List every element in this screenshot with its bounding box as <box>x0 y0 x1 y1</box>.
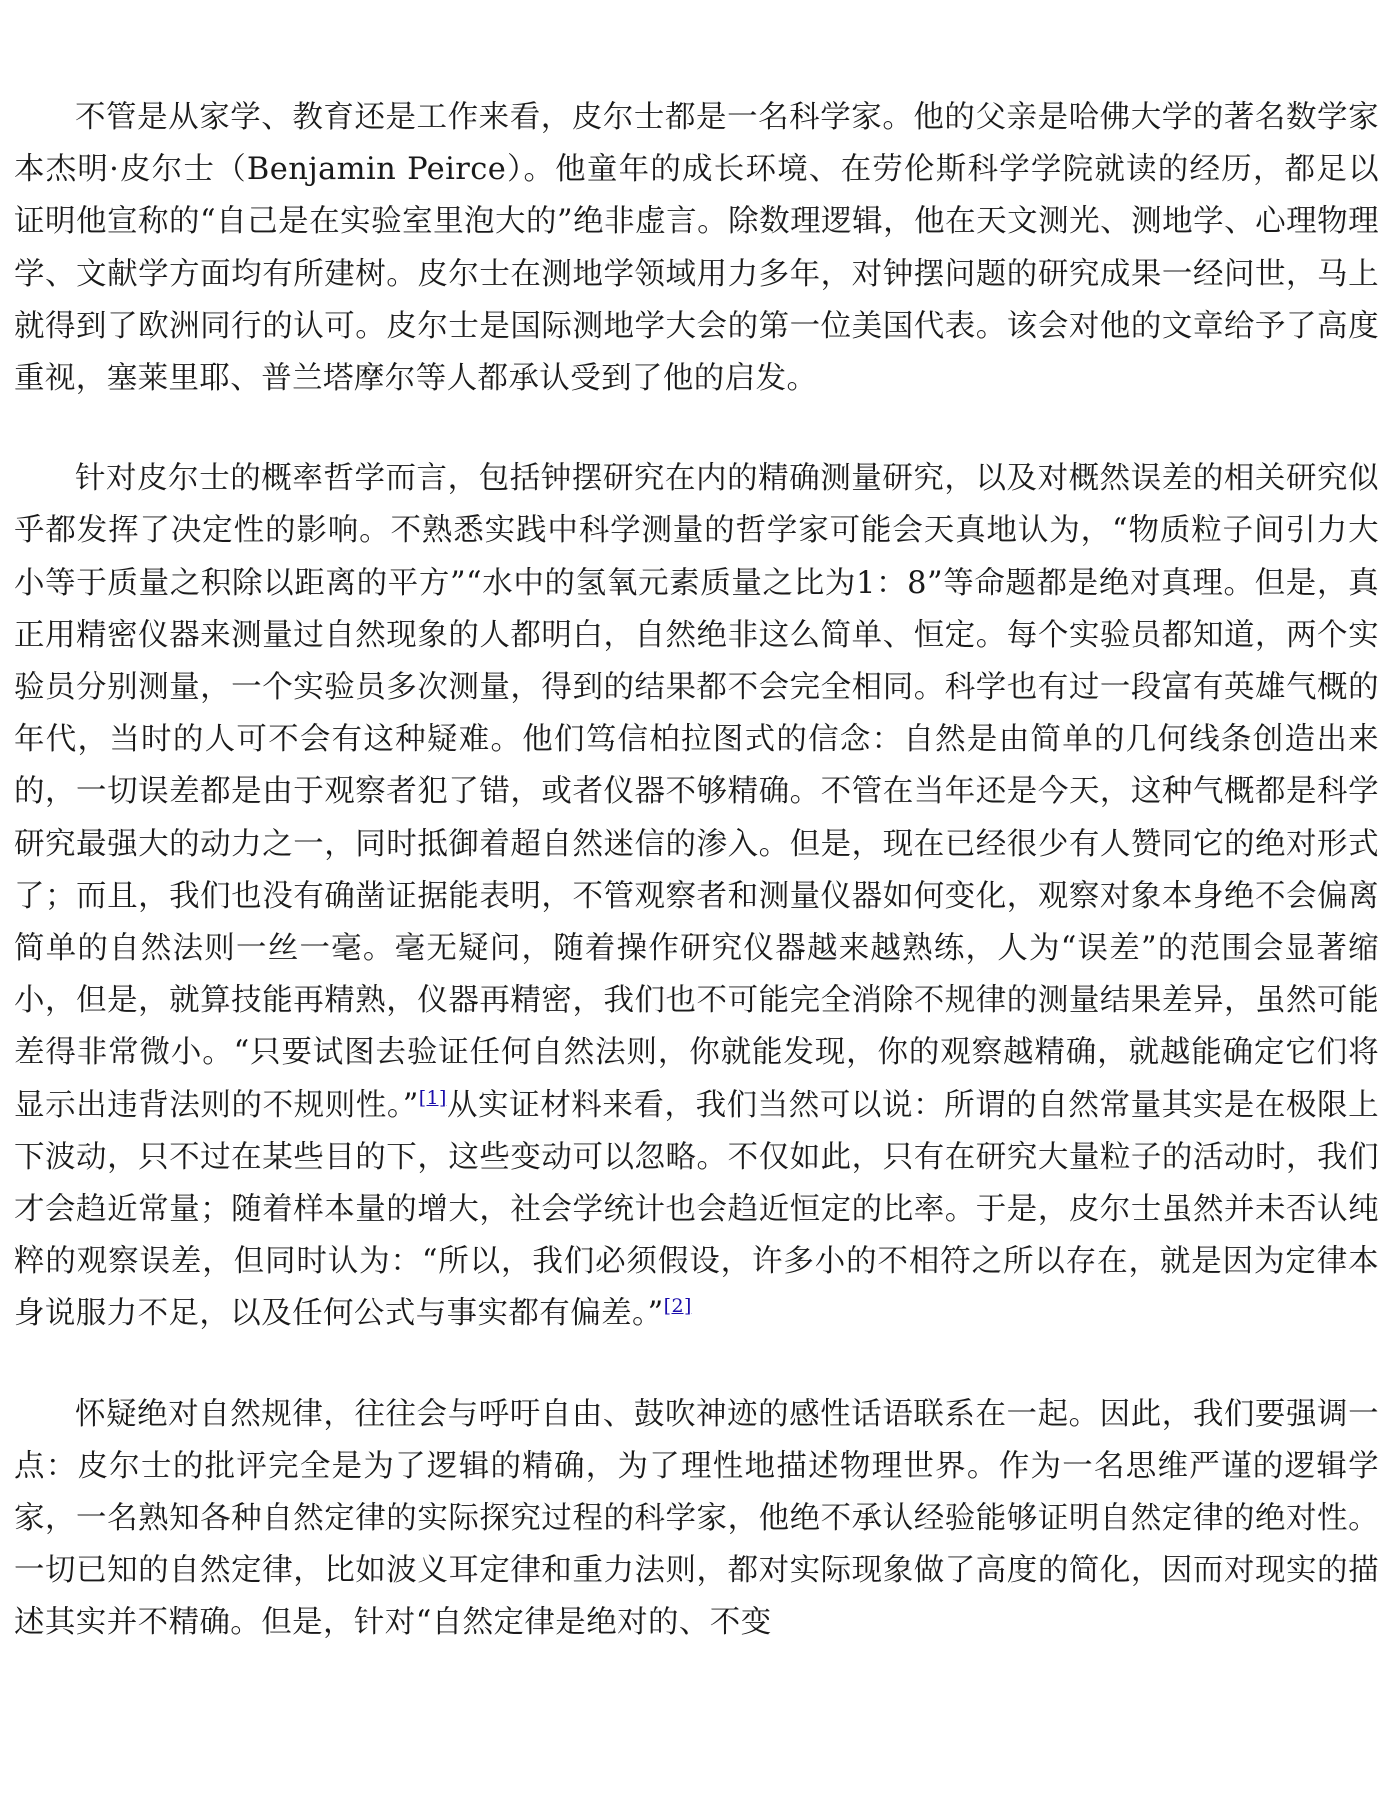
footnote-link-1[interactable]: [1] <box>418 1086 447 1109</box>
paragraph-2-text-part-a: 针对皮尔士的概率哲学而言，包括钟摆研究在内的精确测量研究，以及对概然误差的相关研究似乎都发挥了决定性的影响。不熟悉实践中科学测量的哲学家可能会天真地认为，“物质粒子间引力大小等于质量之积除以距离的平方”“水中的氢氧元素质量之比为1：8”等命题都是绝对真理。但是，真正用精密仪器来测量过自然现象的人都明白，自然绝非这么简单、恒定。每个实验员都知道，两个实验员分别测量，一个实验员多次测量，得到的结果都不会完全相同。科学也有过一段富有英雄气概的年代，当时的人可不会有这种疑难。他们笃信柏拉图式的信念：自然是由简单的几何线条创造出来的，一切误差都是由于观察者犯了错，或者仪器不够精确。不管在当年还是今天，这种气概都是科学研究最强大的动力之一，同时抵御着超自然迷信的渗入。但是，现在已经很少有人赞同它的绝对形式了；而且，我们也没有确凿证据能表明，不管观察者和测量仪器如何变化，观察对象本身绝不会偏离简单的自然法则一丝一毫。毫无疑问，随着操作研究仪器越来越熟练，人为“误差”的范围会显著缩小，但是，就算技能再精熟，仪器再精密，我们也不可能完全消除不规律的测量结果差异，虽然可能差得非常微小。“只要试图去验证任何自然法则，你就能发现，你的观察越精确，就越能确定它们将显示出违背法则的不规则性。” <box>14 461 1379 1123</box>
paragraph-1-text: 不管是从家学、教育还是工作来看，皮尔士都是一名科学家。他的父亲是哈佛大学的著名数学家本杰明·皮尔士（Benjamin Peirce）。他童年的成长环境、在劳伦斯科学学院就读的经历，都足以证明他宣称的“自己是在实验室里泡大的”绝非虚言。除数理逻辑，他在天文测光、测地学、心理物理学、文献学方面均有所建树。皮尔士在测地学领域用力多年，对钟摆问题的研究成果一经问世，马上就得到了欧洲同行的认可。皮尔士是国际测地学大会的第一位美国代表。该会对他的文章给予了高度重视，塞莱里耶、普兰塔摩尔等人都承认受到了他的启发。 <box>14 100 1379 397</box>
paragraph-1 <box>14 92 1379 405</box>
paragraph-3 <box>14 1389 1379 1650</box>
paragraph-2 <box>14 453 1379 1340</box>
paragraph-2-text-part-b: 从实证材料来看，我们当然可以说：所谓的自然常量其实是在极限上下波动，只不过在某些目的下，这些变动可以忽略。不仅如此，只有在研究大量粒子的活动时，我们才会趋近常量；随着样本量的增大，社会学统计也会趋近恒定的比率。于是，皮尔士虽然并未否认纯粹的观察误差，但同时认为：“所以，我们必须假设，许多小的不相符之所以存在，就是因为定律本身说服力不足，以及任何公式与事实都有偏差。” <box>14 1087 1379 1332</box>
paragraph-3-text: 怀疑绝对自然规律，往往会与呼吁自由、鼓吹神迹的感性话语联系在一起。因此，我们要强调一点：皮尔士的批评完全是为了逻辑的精确，为了理性地描述物理世界。作为一名思维严谨的逻辑学家，一名熟知各种自然定律的实际探究过程的科学家，他绝不承认经验能够证明自然定律的绝对性。一切已知的自然定律，比如波义耳定律和重力法则，都对实际现象做了高度的简化，因而对现实的描述其实并不精确。但是，针对“自然定律是绝对的、不变 <box>14 1396 1379 1641</box>
footnote-link-2[interactable]: [2] <box>663 1295 692 1318</box>
document-body <box>14 92 1379 1650</box>
